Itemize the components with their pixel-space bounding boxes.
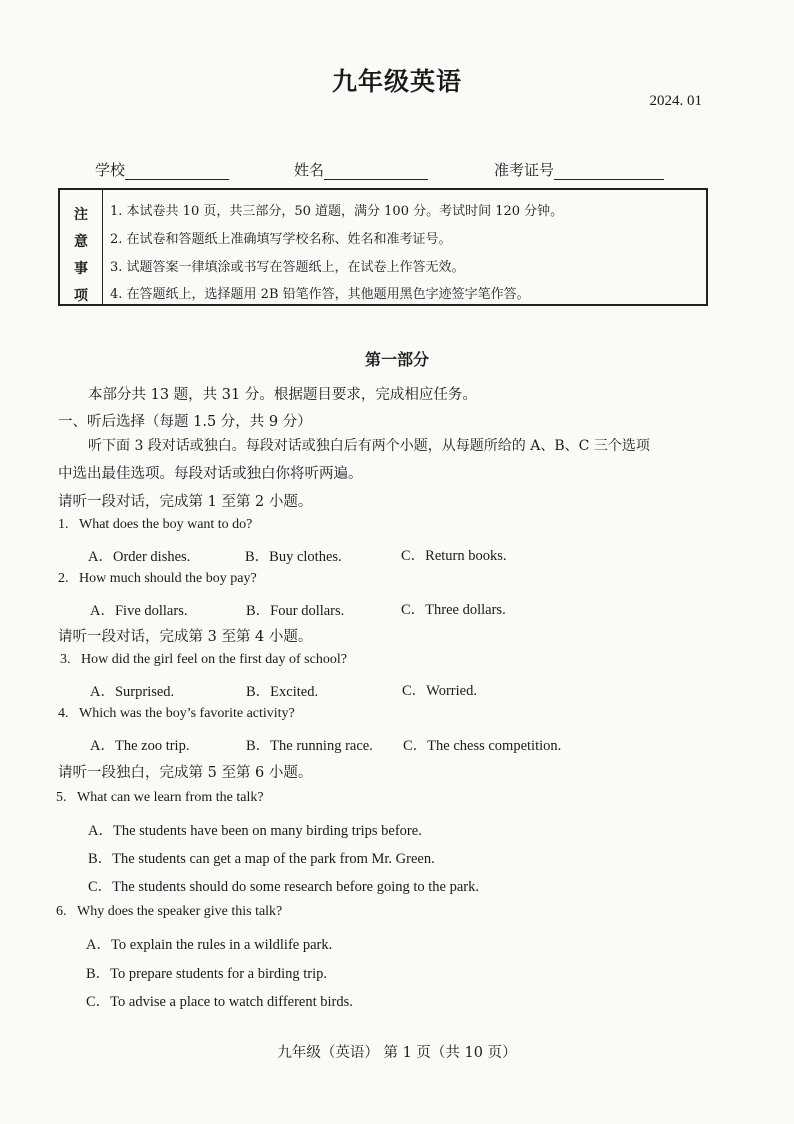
question-6 bbox=[56, 904, 282, 920]
option-b: B．Four dollars. bbox=[246, 603, 345, 619]
question-4 bbox=[58, 706, 295, 722]
notice-box bbox=[58, 188, 708, 306]
option-a: A．To explain the rules in a wildlife park. bbox=[86, 937, 333, 953]
notice-item: 3. 试题答案一律填涂或书写在答题纸上，在试卷上作答无效。 bbox=[110, 260, 465, 275]
question-number: 6. bbox=[56, 904, 67, 919]
option-c: C．Return books. bbox=[401, 548, 507, 564]
name-field bbox=[294, 159, 428, 180]
part-intro: 本部分共 13 题，共 31 分。根据题目要求，完成相应任务。 bbox=[88, 387, 477, 403]
notice-label-char: 事 bbox=[74, 261, 88, 277]
section-instructions: 中选出最佳选项。每段对话或独白你将听两遍。 bbox=[58, 466, 363, 482]
page-title: 九年级英语 bbox=[331, 67, 462, 96]
notice-label-char: 注 bbox=[74, 207, 88, 223]
part-title: 第一部分 bbox=[364, 350, 429, 369]
option-c: C．Three dollars. bbox=[401, 602, 506, 618]
option-b: B．Excited. bbox=[246, 684, 319, 700]
option-b: B．Buy clothes. bbox=[245, 549, 342, 565]
option-a: A．The students have been on many birding trips before. bbox=[88, 823, 422, 839]
section-heading: 一、听后选择（每题 1.5 分，共 9 分） bbox=[58, 414, 312, 430]
option-a: A．Five dollars. bbox=[90, 603, 188, 619]
school-label: 学校 bbox=[95, 161, 126, 179]
question-number: 4. bbox=[58, 706, 69, 721]
notice-label-char: 项 bbox=[74, 288, 88, 304]
group-instruction: 请听一段对话，完成第 3 至第 4 小题。 bbox=[58, 629, 313, 645]
option-c: C．The chess competition. bbox=[403, 738, 562, 754]
question-5 bbox=[56, 790, 264, 806]
question-text: What can we learn from the talk? bbox=[77, 790, 264, 805]
option-c: C．The students should do some research before going to the park. bbox=[88, 879, 480, 895]
question-text: What does the boy want to do? bbox=[79, 517, 253, 532]
question-number: 3. bbox=[60, 652, 71, 667]
question-text: Why does the speaker give this talk? bbox=[77, 904, 283, 919]
option-a: A．The zoo trip. bbox=[90, 738, 190, 754]
notice-label-column bbox=[60, 190, 103, 304]
group-instruction: 请听一段独白，完成第 5 至第 6 小题。 bbox=[58, 765, 313, 781]
option-b: B．To prepare students for a birding trip. bbox=[86, 966, 327, 982]
notice-item: 2. 在试卷和答题纸上准确填写学校名称、姓名和准考证号。 bbox=[110, 232, 452, 247]
question-text: Which was the boy’s favorite activity? bbox=[79, 706, 295, 721]
notice-label-char: 意 bbox=[74, 234, 88, 250]
question-3 bbox=[60, 652, 347, 668]
notice-item: 1. 本试卷共 10 页，共三部分，50 道题，满分 100 分。考试时间 120 分钟。 bbox=[110, 204, 564, 219]
option-a: A．Order dishes. bbox=[88, 549, 191, 565]
notice-item: 4. 在答题纸上，选择题用 2B 铅笔作答，其他题用黑色字迹签字笔作答。 bbox=[110, 287, 530, 302]
question-number: 2. bbox=[58, 571, 69, 586]
question-2 bbox=[58, 571, 257, 587]
question-text: How did the girl feel on the first day of school? bbox=[81, 652, 347, 667]
group-instruction: 请听一段对话，完成第 1 至第 2 小题。 bbox=[58, 494, 313, 510]
exam-id-field bbox=[494, 159, 664, 180]
exam-id-label: 准考证号 bbox=[494, 161, 555, 179]
page-footer: 九年级（英语） 第 1 页（共 10 页） bbox=[277, 1045, 517, 1061]
section-instructions: 听下面 3 段对话或独白。每段对话或独白后有两个小题，从每题所给的 A、B、C 三个选项 bbox=[88, 438, 650, 454]
option-b: B．The running race. bbox=[246, 738, 373, 754]
school-field bbox=[95, 159, 229, 180]
option-c: C．To advise a place to watch different birds. bbox=[86, 994, 353, 1010]
exam-date: 2024. 01 bbox=[649, 93, 702, 109]
option-b: B．The students can get a map of the park from Mr. Green. bbox=[88, 851, 435, 867]
question-number: 1. bbox=[58, 517, 69, 532]
name-label: 姓名 bbox=[294, 161, 325, 179]
question-1 bbox=[58, 517, 252, 533]
question-number: 5. bbox=[56, 790, 67, 805]
question-text: How much should the boy pay? bbox=[79, 571, 257, 586]
option-c: C．Worried. bbox=[402, 683, 477, 699]
option-a: A．Surprised. bbox=[90, 684, 175, 700]
